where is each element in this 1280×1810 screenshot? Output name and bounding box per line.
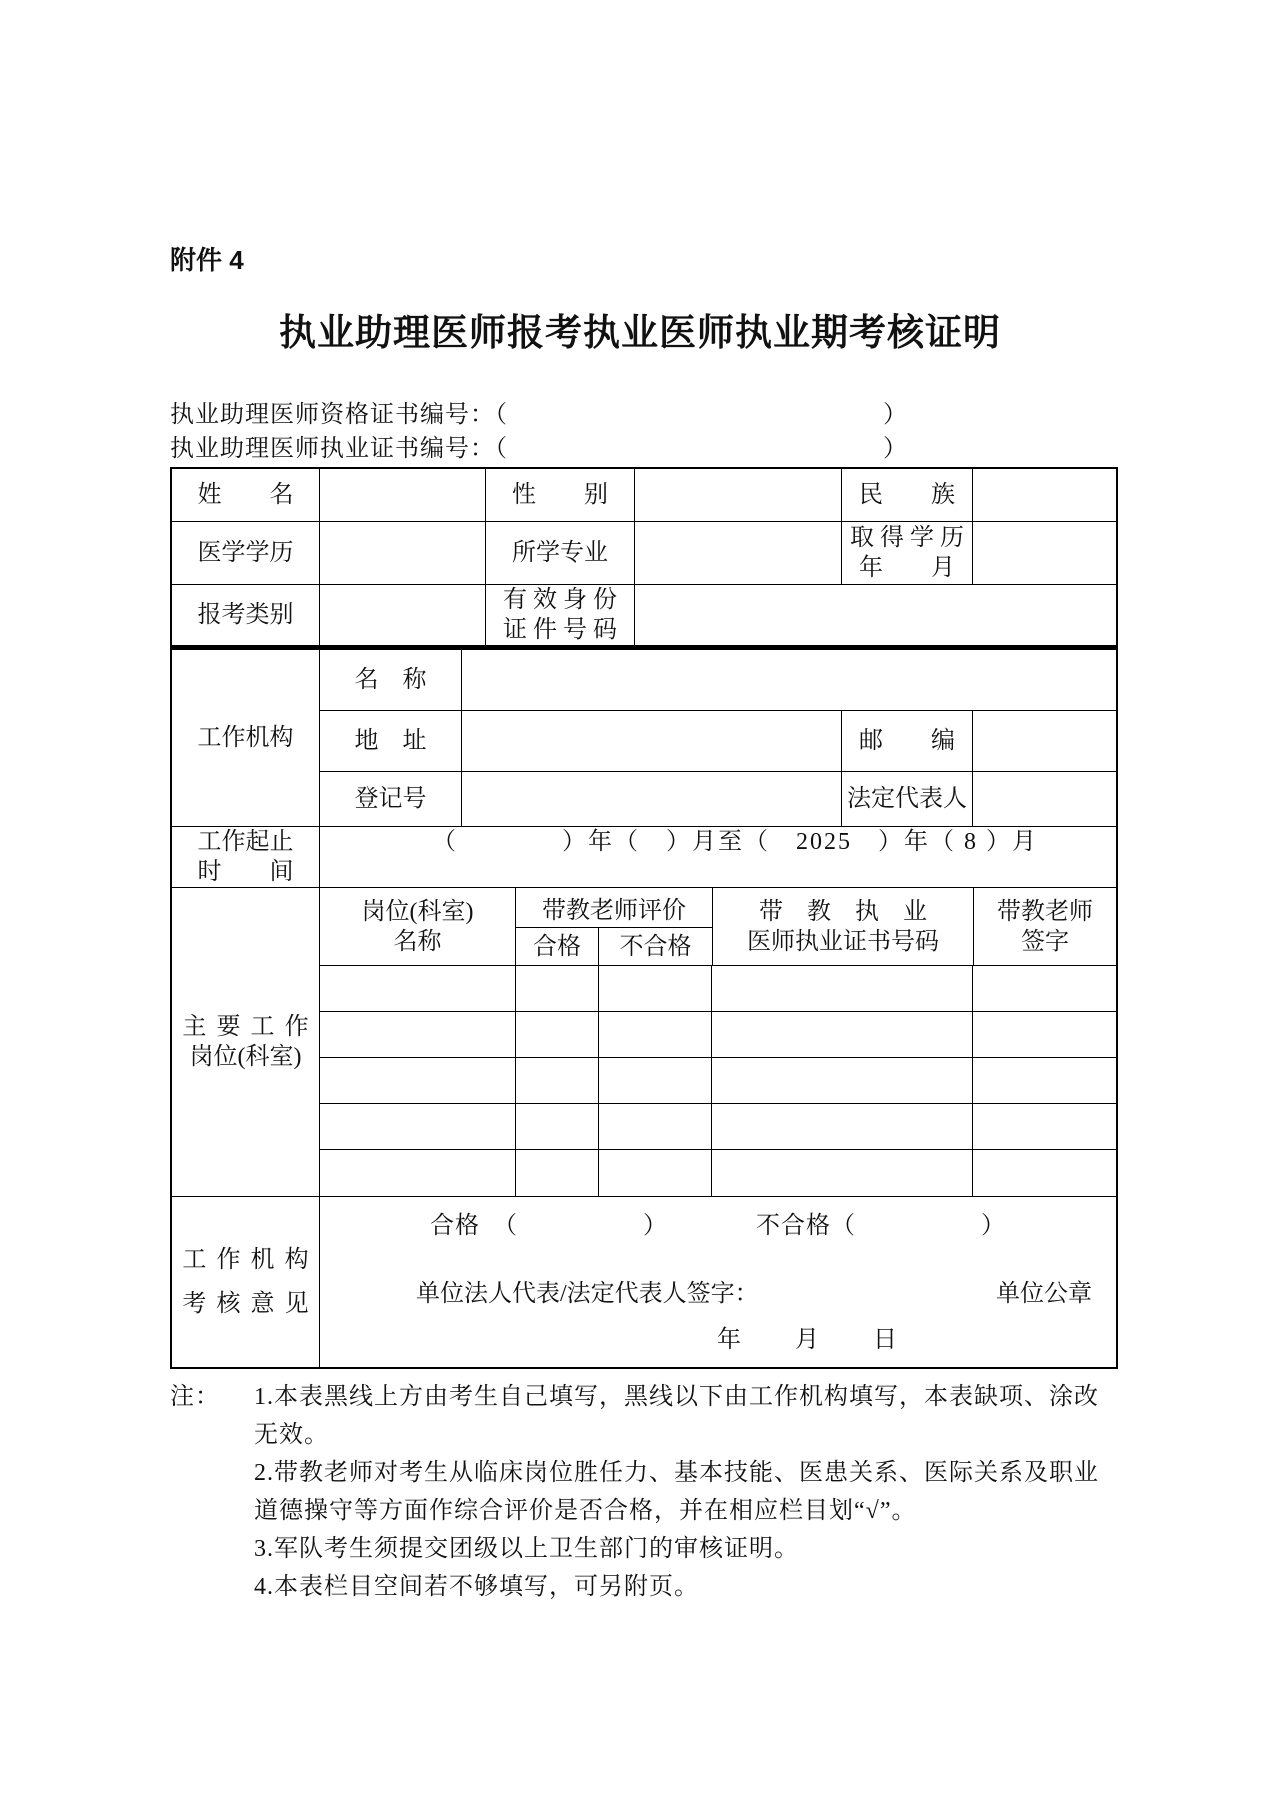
id-number-label — [486, 585, 635, 645]
graduation-date-label — [842, 522, 973, 584]
assessment-date-line: 年 月 日 — [717, 1327, 899, 1353]
position-empty-cell — [516, 1104, 599, 1149]
assessment-opinion-content — [320, 1197, 1116, 1367]
column-teacher-evaluation — [516, 888, 713, 965]
work-period-label — [172, 827, 320, 887]
position-empty-cell — [516, 1058, 599, 1103]
position-empty-cell — [712, 966, 973, 1011]
certificate-number-lines — [170, 398, 908, 466]
form-table — [170, 467, 1118, 1369]
position-empty-cell — [973, 1058, 1116, 1103]
org-postcode-label: 邮 编 — [842, 711, 973, 771]
note-item-4: 4.本表栏目空间若不够填写，可另附页。 — [254, 1574, 699, 1600]
section-assessment-opinion — [172, 1197, 1116, 1367]
work-period-value: （ ）年（ ）月至（ 2025 ）年（ 8 ）月 — [432, 829, 1038, 855]
position-empty-cell — [973, 1012, 1116, 1057]
org-name-value-cell — [462, 650, 1116, 710]
column-post-name-line1: 岗位(科室) — [361, 898, 474, 925]
work-organization-subtable — [320, 650, 1116, 826]
position-empty-cell — [599, 1012, 712, 1057]
legal-representative-label: 法定代表人 — [842, 772, 973, 826]
assessment-opinion-label-line2: 考核意见 — [182, 1291, 319, 1317]
legal-representative-signature-label: 单位法人代表/法定代表人签字： — [416, 1281, 759, 1307]
column-post-name-line2: 名称 — [393, 928, 442, 955]
position-empty-row — [320, 1058, 1116, 1104]
exam-category-label: 报考类别 — [172, 585, 320, 645]
position-empty-cell — [712, 1150, 973, 1196]
column-teacher-cert-number-line1: 带 教 执 业 — [759, 898, 927, 925]
position-empty-rows — [320, 966, 1116, 1196]
position-empty-cell — [516, 966, 599, 1011]
ethnicity-label: 民 族 — [842, 469, 973, 521]
position-empty-cell — [599, 966, 712, 1011]
page-title: 执业助理医师报考执业医师执业期考核证明 — [279, 312, 1001, 353]
position-empty-cell — [516, 1012, 599, 1057]
assessment-signature-row — [320, 1279, 1116, 1309]
name-label: 姓 名 — [172, 469, 320, 521]
work-positions-label — [172, 888, 320, 1196]
org-registration-value-cell — [462, 772, 842, 826]
id-number-label-line2: 证 件 号 码 — [503, 617, 617, 643]
org-registration-row — [320, 772, 1116, 826]
notes-items — [254, 1378, 1122, 1606]
position-empty-cell — [973, 966, 1116, 1011]
position-empty-cell — [516, 1150, 599, 1196]
row-work-period — [172, 827, 1116, 888]
note-item-2: 2.带教老师对考生从临床岗位胜任力、基本技能、医患关系、医际关系及职业道德操守等方面作综合评价是否合格，并在相应栏目划“√”。 — [254, 1460, 1099, 1524]
education-value-cell — [320, 522, 486, 584]
column-teacher-signature-line1: 带教老师 — [997, 898, 1093, 925]
org-address-value-cell — [462, 711, 842, 771]
column-teacher-signature-line2: 签字 — [1021, 928, 1069, 955]
position-empty-cell — [712, 1058, 973, 1103]
org-name-label: 名 称 — [320, 650, 462, 710]
position-empty-cell — [599, 1104, 712, 1149]
notes-marker: 注： — [170, 1384, 220, 1410]
positions-header-row — [320, 888, 1116, 966]
qualification-cert-number-line: 执业助理医师资格证书编号：（ ） — [170, 402, 908, 428]
column-fail: 不合格 — [619, 933, 692, 960]
legal-representative-value-cell — [973, 772, 1116, 826]
position-empty-cell — [712, 1104, 973, 1149]
note-item-1: 1.本表黑线上方由考生自己填写，黑线以下由工作机构填写，本表缺项、涂改无效。 — [254, 1384, 1099, 1448]
teacher-evaluation-header: 带教老师评价 — [516, 888, 712, 928]
position-empty-cell — [320, 1058, 516, 1103]
row-category — [172, 585, 1116, 650]
position-empty-cell — [320, 1150, 516, 1196]
note-item-3: 3.军队考生须提交团级以上卫生部门的审核证明。 — [254, 1536, 799, 1562]
organization-seal-label: 单位公章 — [996, 1281, 1092, 1307]
work-positions-subtable — [320, 888, 1116, 1196]
work-period-label-line2: 时 间 — [197, 859, 294, 885]
position-empty-cell — [320, 966, 516, 1011]
assessment-opinion-label — [172, 1197, 320, 1367]
major-value-cell — [635, 522, 842, 584]
org-name-row — [320, 650, 1116, 711]
assessment-result-line: 合格 （ ） 不合格（ ） — [430, 1213, 1006, 1239]
section-work-positions — [172, 888, 1116, 1197]
work-period-label-line1: 工作起止 — [197, 829, 294, 855]
practice-cert-number-line: 执业助理医师执业证书编号：（ ） — [170, 436, 908, 462]
work-positions-label-line2: 岗位(科室) — [189, 1044, 302, 1070]
position-empty-row — [320, 1150, 1116, 1196]
id-number-label-line1: 有 效 身 份 — [503, 587, 617, 613]
work-organization-label: 工作机构 — [172, 650, 320, 826]
name-value-cell — [320, 469, 486, 521]
attachment-label: 附件 4 — [170, 245, 244, 275]
education-label: 医学学历 — [172, 522, 320, 584]
major-label: 所学专业 — [486, 522, 635, 584]
column-teacher-cert-number-line2: 医师执业证书号码 — [747, 928, 939, 955]
assessment-opinion-label-line1: 工作机构 — [182, 1247, 319, 1273]
evaluation-subcolumns — [516, 928, 712, 965]
position-empty-cell — [599, 1058, 712, 1103]
ethnicity-value-cell — [973, 469, 1116, 521]
position-empty-cell — [320, 1104, 516, 1149]
gender-label: 性 别 — [486, 469, 635, 521]
org-address-label: 地 址 — [320, 711, 462, 771]
graduation-date-label-line2: 年 月 — [859, 555, 955, 581]
position-empty-cell — [320, 1012, 516, 1057]
position-empty-cell — [599, 1150, 712, 1196]
section-work-organization — [172, 650, 1116, 827]
notes-block — [170, 1378, 1122, 1606]
work-positions-label-line1: 主要工作 — [182, 1014, 319, 1040]
position-empty-row — [320, 966, 1116, 1012]
org-registration-label: 登记号 — [320, 772, 462, 826]
id-number-value-cell — [635, 585, 1116, 645]
column-teacher-signature — [974, 888, 1116, 965]
exam-category-value-cell — [320, 585, 486, 645]
column-post-name — [320, 888, 516, 965]
row-education — [172, 522, 1116, 585]
position-empty-cell — [712, 1012, 973, 1057]
gender-value-cell — [635, 469, 842, 521]
graduation-date-label-line1: 取 得 学 历 — [850, 525, 964, 551]
column-pass: 合格 — [516, 928, 599, 965]
org-address-row — [320, 711, 1116, 772]
position-empty-row — [320, 1104, 1116, 1150]
position-empty-cell — [973, 1150, 1116, 1196]
org-postcode-value-cell — [973, 711, 1116, 771]
position-empty-row — [320, 1012, 1116, 1058]
column-teacher-cert-number — [713, 888, 974, 965]
position-empty-cell — [973, 1104, 1116, 1149]
row-name — [172, 469, 1116, 522]
graduation-date-value-cell — [973, 522, 1116, 584]
